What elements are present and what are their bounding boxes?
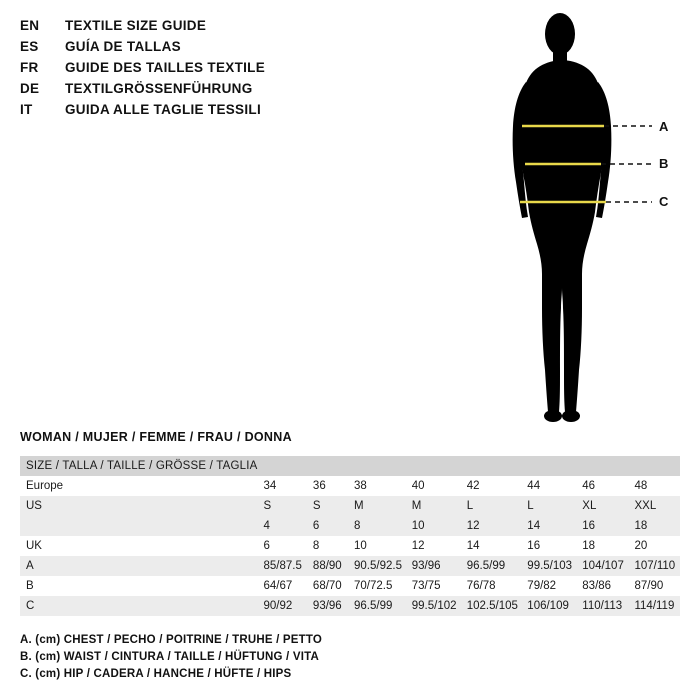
title-row-es [20, 39, 490, 58]
footnote-b: B. (cm) WAIST / CINTURA / TAILLE / HÜFTUNG / VITA [20, 651, 319, 663]
title-lang-it: IT [20, 102, 33, 117]
title-text-en: TEXTILE SIZE GUIDE [65, 18, 207, 33]
cell-us-1: S [258, 496, 307, 516]
cell-us-8: XXL [628, 496, 680, 516]
cell-usnum-2: 6 [307, 516, 348, 536]
footnote-c: C. (cm) HIP / CADERA / HANCHE / HÜFTE / HIPS [20, 668, 292, 680]
cell-c-1: 90/92 [258, 596, 307, 616]
cell-uk-4: 12 [406, 536, 461, 556]
cell-europe-2: 36 [307, 476, 348, 496]
cell-a-1: 85/87.5 [258, 556, 307, 576]
table-row [20, 516, 680, 536]
cell-uk-2: 8 [307, 536, 348, 556]
table-header-c2 [307, 456, 348, 476]
cell-b-1: 64/67 [258, 576, 307, 596]
title-text-de: TEXTILGRÖSSENFÜHRUNG [65, 81, 253, 96]
cell-us-5: L [461, 496, 522, 516]
cell-us-4: M [406, 496, 461, 516]
cell-c-6: 106/109 [521, 596, 576, 616]
cell-c-4: 99.5/102 [406, 596, 461, 616]
table-header-c7 [576, 456, 628, 476]
table-row [20, 556, 680, 576]
table-row [20, 496, 680, 516]
row-label-us-numeric [20, 516, 258, 536]
cell-usnum-1: 4 [258, 516, 307, 536]
cell-b-3: 70/72.5 [348, 576, 406, 596]
cell-usnum-3: 8 [348, 516, 406, 536]
cell-a-3: 90.5/92.5 [348, 556, 406, 576]
table-row [20, 536, 680, 556]
cell-b-2: 68/70 [307, 576, 348, 596]
cell-us-3: M [348, 496, 406, 516]
table-header-c8 [628, 456, 680, 476]
title-text-fr: GUIDE DES TAILLES TEXTILE [65, 60, 266, 75]
footnote-a: A. (cm) CHEST / PECHO / POITRINE / TRUHE / PETTO [20, 634, 323, 646]
cell-b-6: 79/82 [521, 576, 576, 596]
table-header-c6 [521, 456, 576, 476]
title-lang-en: EN [20, 18, 40, 33]
title-text-es: GUÍA DE TALLAS [65, 39, 181, 54]
row-label-c: C [20, 596, 258, 616]
cell-uk-3: 10 [348, 536, 406, 556]
table-row [20, 576, 680, 596]
table-row [20, 596, 680, 616]
cell-uk-1: 6 [258, 536, 307, 556]
cell-c-5: 102.5/105 [461, 596, 522, 616]
cell-europe-4: 40 [406, 476, 461, 496]
cell-c-7: 110/113 [576, 596, 628, 616]
cell-us-7: XL [576, 496, 628, 516]
cell-europe-5: 42 [461, 476, 522, 496]
cell-usnum-7: 16 [576, 516, 628, 536]
measure-label-a: A [659, 119, 669, 134]
cell-a-6: 99.5/103 [521, 556, 576, 576]
title-lang-de: DE [20, 81, 40, 96]
cell-us-6: L [521, 496, 576, 516]
table-header-c1 [258, 456, 307, 476]
row-label-uk: UK [20, 536, 258, 556]
cell-usnum-6: 14 [521, 516, 576, 536]
figure-area [480, 8, 690, 428]
table-header-c5 [461, 456, 522, 476]
title-row-fr [20, 60, 490, 79]
cell-europe-7: 46 [576, 476, 628, 496]
cell-europe-3: 38 [348, 476, 406, 496]
title-text-it: GUIDA ALLE TAGLIE TESSILI [65, 102, 261, 117]
cell-c-2: 93/96 [307, 596, 348, 616]
title-row-en [20, 18, 490, 37]
table-header-row [20, 456, 680, 476]
cell-usnum-4: 10 [406, 516, 461, 536]
footnotes [20, 634, 680, 685]
cell-a-8: 107/110 [628, 556, 680, 576]
size-table [20, 456, 680, 616]
title-lang-es: ES [20, 39, 39, 54]
cell-b-4: 73/75 [406, 576, 461, 596]
table-row [20, 476, 680, 496]
row-label-b: B [20, 576, 258, 596]
cell-a-2: 88/90 [307, 556, 348, 576]
cell-usnum-5: 12 [461, 516, 522, 536]
female-body-silhouette-icon [480, 8, 690, 428]
cell-uk-6: 16 [521, 536, 576, 556]
cell-usnum-8: 18 [628, 516, 680, 536]
table-header-label: SIZE / TALLA / TAILLE / GRÖSSE / TAGLIA [20, 456, 258, 476]
cell-uk-7: 18 [576, 536, 628, 556]
title-block [20, 18, 490, 123]
title-row-it [20, 102, 490, 121]
row-label-us: US [20, 496, 258, 516]
cell-europe-6: 44 [521, 476, 576, 496]
cell-uk-5: 14 [461, 536, 522, 556]
cell-europe-1: 34 [258, 476, 307, 496]
cell-c-3: 96.5/99 [348, 596, 406, 616]
cell-uk-8: 20 [628, 536, 680, 556]
row-label-europe: Europe [20, 476, 258, 496]
cell-a-5: 96.5/99 [461, 556, 522, 576]
cell-b-5: 76/78 [461, 576, 522, 596]
table-header-c4 [406, 456, 461, 476]
cell-a-4: 93/96 [406, 556, 461, 576]
table-header-c3 [348, 456, 406, 476]
cell-b-8: 87/90 [628, 576, 680, 596]
cell-europe-8: 48 [628, 476, 680, 496]
row-label-a: A [20, 556, 258, 576]
section-heading: WOMAN / MUJER / FEMME / FRAU / DONNA [20, 430, 292, 444]
cell-c-8: 114/119 [628, 596, 680, 616]
cell-a-7: 104/107 [576, 556, 628, 576]
measure-label-c: C [659, 194, 669, 209]
measure-label-b: B [659, 156, 669, 171]
cell-us-2: S [307, 496, 348, 516]
title-lang-fr: FR [20, 60, 39, 75]
title-row-de [20, 81, 490, 100]
cell-b-7: 83/86 [576, 576, 628, 596]
